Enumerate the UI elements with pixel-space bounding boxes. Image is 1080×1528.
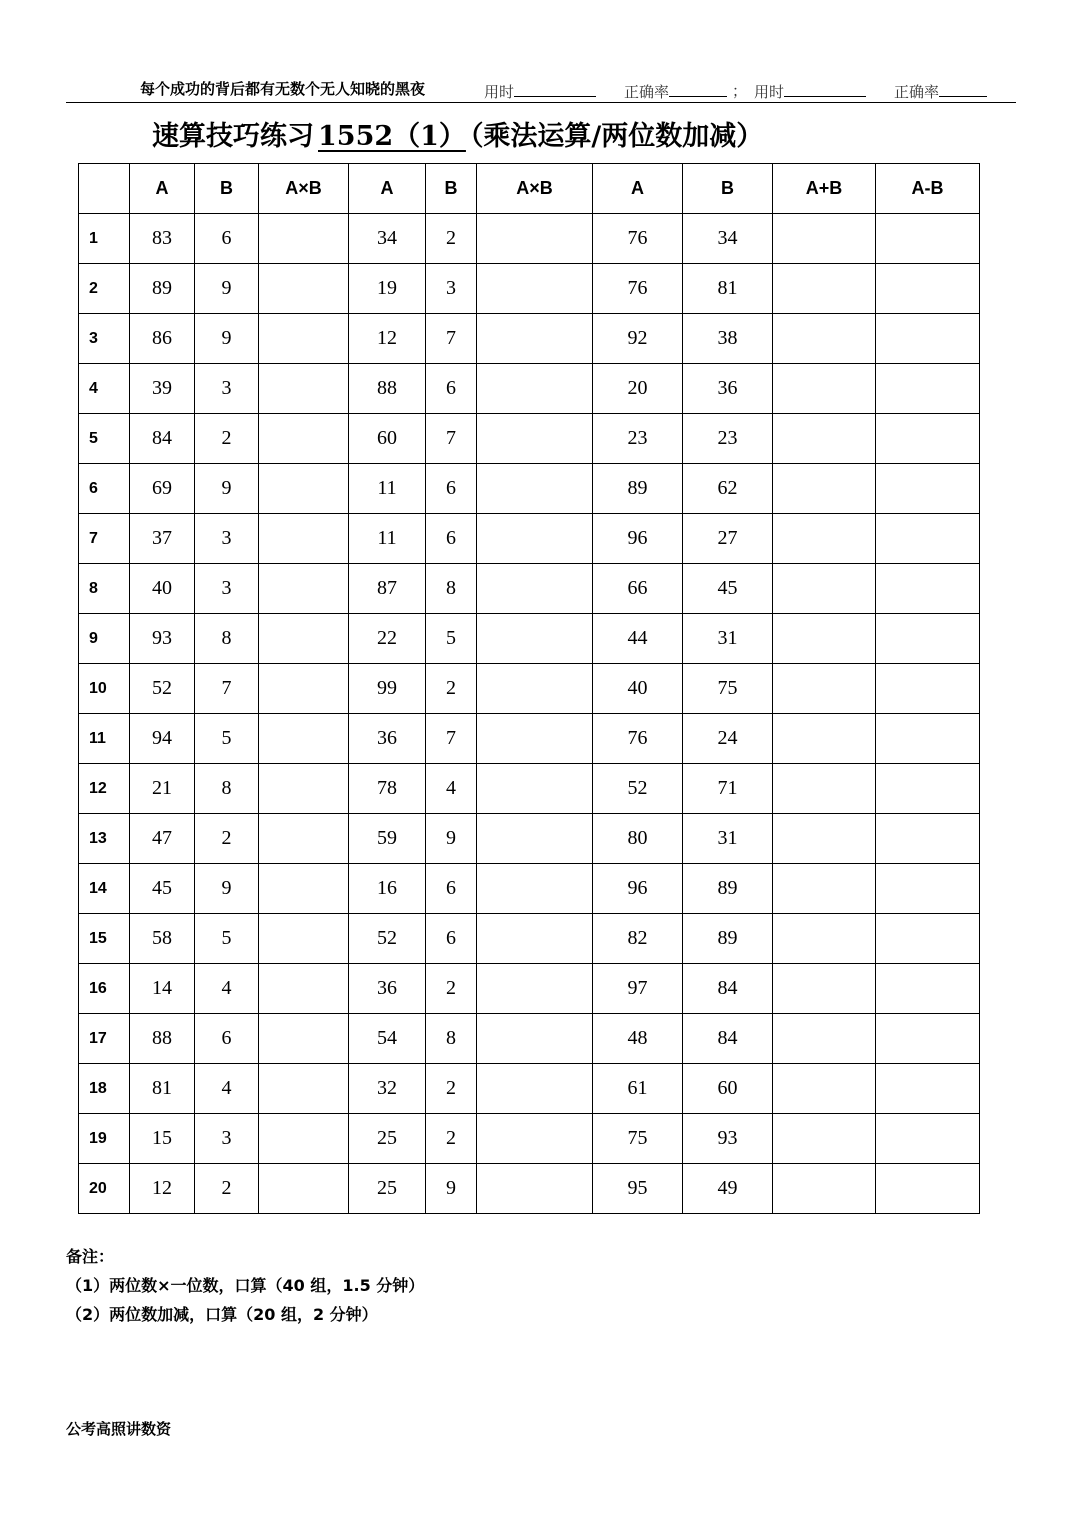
table-row (79, 964, 980, 1014)
answer-cell[interactable] (773, 864, 876, 914)
operand-cell: 60 (683, 1064, 773, 1114)
answer-cell[interactable] (773, 914, 876, 964)
accuracy-label-1: 正确率 (624, 83, 670, 101)
operand-cell: 88 (130, 1014, 195, 1064)
column-header: A+B (773, 164, 876, 214)
operand-cell: 4 (195, 964, 259, 1014)
answer-cell[interactable] (876, 664, 980, 714)
answer-cell[interactable] (773, 814, 876, 864)
table-header-row (79, 164, 980, 214)
operand-cell: 9 (426, 814, 477, 864)
answer-cell[interactable] (477, 1064, 593, 1114)
operand-cell: 9 (195, 864, 259, 914)
row-number: 19 (79, 1114, 130, 1164)
answer-cell[interactable] (773, 564, 876, 614)
answer-cell[interactable] (477, 264, 593, 314)
operand-cell: 59 (349, 814, 426, 864)
answer-cell[interactable] (477, 914, 593, 964)
operand-cell: 8 (426, 564, 477, 614)
row-number: 4 (79, 364, 130, 414)
operand-cell: 7 (426, 714, 477, 764)
operand-cell: 7 (195, 664, 259, 714)
header-separator: ； (732, 82, 748, 100)
operand-cell: 23 (683, 414, 773, 464)
row-number: 1 (79, 214, 130, 264)
operand-cell: 14 (130, 964, 195, 1014)
answer-cell[interactable] (773, 964, 876, 1014)
operand-cell: 4 (195, 1064, 259, 1114)
answer-cell[interactable] (773, 1164, 876, 1214)
answer-cell[interactable] (259, 514, 349, 564)
operand-cell: 93 (130, 614, 195, 664)
answer-cell[interactable] (477, 614, 593, 664)
header-motto: 每个成功的背后都有无数个无人知晓的黑夜 (140, 80, 426, 98)
answer-cell[interactable] (876, 414, 980, 464)
operand-cell: 95 (593, 1164, 683, 1214)
operand-cell: 47 (130, 814, 195, 864)
answer-cell[interactable] (259, 714, 349, 764)
table-row (79, 864, 980, 914)
operand-cell: 75 (593, 1114, 683, 1164)
answer-cell[interactable] (876, 1014, 980, 1064)
operand-cell: 89 (130, 264, 195, 314)
answer-cell[interactable] (259, 914, 349, 964)
operand-cell: 48 (593, 1014, 683, 1064)
answer-cell[interactable] (259, 564, 349, 614)
answer-cell[interactable] (773, 414, 876, 464)
answer-cell[interactable] (773, 364, 876, 414)
answer-cell[interactable] (477, 414, 593, 464)
answer-cell[interactable] (477, 1114, 593, 1164)
operand-cell: 54 (349, 1014, 426, 1064)
operand-cell: 84 (130, 414, 195, 464)
answer-cell[interactable] (773, 464, 876, 514)
answer-cell[interactable] (477, 764, 593, 814)
operand-cell: 66 (593, 564, 683, 614)
operand-cell: 11 (349, 464, 426, 514)
operand-cell: 8 (195, 614, 259, 664)
operand-cell: 69 (130, 464, 195, 514)
operand-cell: 31 (683, 614, 773, 664)
operand-cell: 2 (195, 414, 259, 464)
operand-cell: 34 (349, 214, 426, 264)
row-number: 15 (79, 914, 130, 964)
table-row (79, 664, 980, 714)
accuracy-field-2[interactable] (894, 80, 987, 102)
table-row (79, 914, 980, 964)
answer-cell[interactable] (876, 314, 980, 364)
operand-cell: 80 (593, 814, 683, 864)
operand-cell: 86 (130, 314, 195, 364)
answer-cell[interactable] (259, 964, 349, 1014)
operand-cell: 6 (426, 364, 477, 414)
operand-cell: 38 (683, 314, 773, 364)
operand-cell: 2 (426, 664, 477, 714)
operand-cell: 3 (195, 514, 259, 564)
answer-cell[interactable] (876, 514, 980, 564)
operand-cell: 6 (426, 914, 477, 964)
operand-cell: 9 (195, 464, 259, 514)
operand-cell: 92 (593, 314, 683, 364)
operand-cell: 19 (349, 264, 426, 314)
table-row (79, 714, 980, 764)
operand-cell: 94 (130, 714, 195, 764)
answer-cell[interactable] (876, 614, 980, 664)
operand-cell: 22 (349, 614, 426, 664)
answer-cell[interactable] (259, 1014, 349, 1064)
operand-cell: 7 (426, 414, 477, 464)
row-number: 17 (79, 1014, 130, 1064)
row-number: 6 (79, 464, 130, 514)
operand-cell: 11 (349, 514, 426, 564)
row-number: 7 (79, 514, 130, 564)
operand-cell: 12 (349, 314, 426, 364)
row-number: 9 (79, 614, 130, 664)
title-suffix: （乘法运算/两位数加减） (469, 121, 764, 152)
operand-cell: 8 (426, 1014, 477, 1064)
operand-cell: 6 (195, 1014, 259, 1064)
answer-cell[interactable] (876, 1114, 980, 1164)
operand-cell: 84 (683, 1014, 773, 1064)
accuracy-field-1[interactable] (624, 80, 727, 102)
answer-cell[interactable] (773, 1114, 876, 1164)
operand-cell: 45 (683, 564, 773, 614)
operand-cell: 3 (195, 564, 259, 614)
page-title (152, 114, 763, 153)
note-item-2: （2）两位数加减，口算（20 组，2 分钟） (66, 1305, 378, 1324)
answer-cell[interactable] (876, 1164, 980, 1214)
operand-cell: 32 (349, 1064, 426, 1114)
operand-cell: 44 (593, 614, 683, 664)
column-header: A×B (477, 164, 593, 214)
operand-cell: 76 (593, 714, 683, 764)
operand-cell: 39 (130, 364, 195, 414)
operand-cell: 2 (426, 1064, 477, 1114)
row-number: 20 (79, 1164, 130, 1214)
column-header: B (426, 164, 477, 214)
table-row (79, 614, 980, 664)
title-code: 1552（1） (318, 121, 466, 152)
operand-cell: 25 (349, 1114, 426, 1164)
answer-cell[interactable] (876, 1064, 980, 1114)
notes-section (66, 1242, 424, 1329)
answer-cell[interactable] (876, 214, 980, 264)
row-number: 5 (79, 414, 130, 464)
operand-cell: 8 (195, 764, 259, 814)
answer-cell[interactable] (259, 264, 349, 314)
operand-cell: 83 (130, 214, 195, 264)
table-row (79, 414, 980, 464)
operand-cell: 9 (195, 264, 259, 314)
operand-cell: 2 (195, 814, 259, 864)
operand-cell: 62 (683, 464, 773, 514)
operand-cell: 60 (349, 414, 426, 464)
table-row (79, 264, 980, 314)
table-row (79, 1114, 980, 1164)
row-number: 10 (79, 664, 130, 714)
operand-cell: 52 (130, 664, 195, 714)
operand-cell: 5 (195, 714, 259, 764)
operand-cell: 99 (349, 664, 426, 714)
operand-cell: 36 (683, 364, 773, 414)
row-number: 12 (79, 764, 130, 814)
row-number: 3 (79, 314, 130, 364)
answer-cell[interactable] (876, 864, 980, 914)
accuracy-blank-2[interactable] (939, 80, 987, 97)
operand-cell: 96 (593, 864, 683, 914)
answer-cell[interactable] (773, 214, 876, 264)
row-number: 14 (79, 864, 130, 914)
operand-cell: 27 (683, 514, 773, 564)
operand-cell: 4 (426, 764, 477, 814)
answer-cell[interactable] (477, 664, 593, 714)
table-row (79, 1064, 980, 1114)
table-row (79, 514, 980, 564)
table-row (79, 464, 980, 514)
column-header: A (349, 164, 426, 214)
operand-cell: 9 (426, 1164, 477, 1214)
operand-cell: 75 (683, 664, 773, 714)
answer-cell[interactable] (259, 1164, 349, 1214)
answer-cell[interactable] (876, 364, 980, 414)
answer-cell[interactable] (259, 1064, 349, 1114)
time-label-1: 用时 (484, 83, 515, 101)
time-label-2: 用时 (754, 83, 785, 101)
operand-cell: 81 (683, 264, 773, 314)
row-number: 11 (79, 714, 130, 764)
operand-cell: 52 (349, 914, 426, 964)
operand-cell: 71 (683, 764, 773, 814)
answer-cell[interactable] (259, 214, 349, 264)
time-field-2[interactable] (754, 80, 866, 102)
answer-cell[interactable] (477, 864, 593, 914)
operand-cell: 31 (683, 814, 773, 864)
operand-cell: 40 (130, 564, 195, 614)
operand-cell: 88 (349, 364, 426, 414)
row-number: 13 (79, 814, 130, 864)
answer-cell[interactable] (259, 664, 349, 714)
operand-cell: 96 (593, 514, 683, 564)
operand-cell: 2 (426, 1114, 477, 1164)
answer-cell[interactable] (773, 264, 876, 314)
answer-cell[interactable] (259, 314, 349, 364)
answer-cell[interactable] (773, 1064, 876, 1114)
answer-cell[interactable] (259, 414, 349, 464)
operand-cell: 21 (130, 764, 195, 814)
answer-cell[interactable] (876, 264, 980, 314)
answer-cell[interactable] (259, 464, 349, 514)
accuracy-blank-1[interactable] (669, 80, 727, 97)
operand-cell: 2 (195, 1164, 259, 1214)
answer-cell[interactable] (876, 464, 980, 514)
column-header (79, 164, 130, 214)
table-row (79, 814, 980, 864)
operand-cell: 15 (130, 1114, 195, 1164)
operand-cell: 76 (593, 264, 683, 314)
title-prefix: 速算技巧练习 (152, 121, 314, 152)
answer-cell[interactable] (477, 464, 593, 514)
answer-cell[interactable] (876, 914, 980, 964)
answer-cell[interactable] (477, 514, 593, 564)
column-header: B (195, 164, 259, 214)
operand-cell: 6 (426, 514, 477, 564)
answer-cell[interactable] (477, 564, 593, 614)
table-row (79, 1164, 980, 1214)
operand-cell: 58 (130, 914, 195, 964)
table-row (79, 564, 980, 614)
operand-cell: 93 (683, 1114, 773, 1164)
answer-cell[interactable] (477, 1014, 593, 1064)
operand-cell: 20 (593, 364, 683, 414)
accuracy-label-2: 正确率 (894, 83, 940, 101)
table-row (79, 764, 980, 814)
operand-cell: 36 (349, 964, 426, 1014)
operand-cell: 87 (349, 564, 426, 614)
operand-cell: 61 (593, 1064, 683, 1114)
column-header: B (683, 164, 773, 214)
answer-cell[interactable] (773, 714, 876, 764)
answer-cell[interactable] (876, 964, 980, 1014)
answer-cell[interactable] (477, 214, 593, 264)
answer-cell[interactable] (876, 564, 980, 614)
operand-cell: 82 (593, 914, 683, 964)
row-number: 18 (79, 1064, 130, 1114)
table-row (79, 214, 980, 264)
operand-cell: 9 (195, 314, 259, 364)
operand-cell: 52 (593, 764, 683, 814)
answer-cell[interactable] (477, 964, 593, 1014)
table-row (79, 364, 980, 414)
answer-cell[interactable] (773, 764, 876, 814)
row-number: 8 (79, 564, 130, 614)
footer-credit: 公考高照讲数资 (66, 1420, 172, 1438)
answer-cell[interactable] (876, 714, 980, 764)
operand-cell: 23 (593, 414, 683, 464)
answer-cell[interactable] (773, 1014, 876, 1064)
operand-cell: 34 (683, 214, 773, 264)
notes-label: 备注： (66, 1247, 115, 1266)
operand-cell: 78 (349, 764, 426, 814)
answer-cell[interactable] (477, 314, 593, 364)
operand-cell: 16 (349, 864, 426, 914)
operand-cell: 45 (130, 864, 195, 914)
column-header: A-B (876, 164, 980, 214)
answer-cell[interactable] (773, 514, 876, 564)
answer-cell[interactable] (876, 814, 980, 864)
column-header: A×B (259, 164, 349, 214)
operand-cell: 6 (426, 864, 477, 914)
time-blank-2[interactable] (784, 80, 866, 97)
time-blank-1[interactable] (514, 80, 596, 97)
answer-cell[interactable] (477, 814, 593, 864)
operand-cell: 76 (593, 214, 683, 264)
operand-cell: 5 (426, 614, 477, 664)
operand-cell: 3 (426, 264, 477, 314)
answer-cell[interactable] (773, 314, 876, 364)
operand-cell: 89 (593, 464, 683, 514)
answer-cell[interactable] (477, 364, 593, 414)
operand-cell: 3 (195, 1114, 259, 1164)
operand-cell: 37 (130, 514, 195, 564)
answer-cell[interactable] (259, 814, 349, 864)
row-number: 2 (79, 264, 130, 314)
practice-table (78, 163, 980, 1214)
operand-cell: 2 (426, 964, 477, 1014)
operand-cell: 5 (195, 914, 259, 964)
note-item-1: （1）两位数×一位数，口算（40 组，1.5 分钟） (66, 1276, 425, 1295)
row-number: 16 (79, 964, 130, 1014)
table-row (79, 1014, 980, 1064)
answer-cell[interactable] (259, 364, 349, 414)
operand-cell: 81 (130, 1064, 195, 1114)
operand-cell: 89 (683, 914, 773, 964)
column-header: A (593, 164, 683, 214)
column-header: A (130, 164, 195, 214)
operand-cell: 36 (349, 714, 426, 764)
operand-cell: 6 (195, 214, 259, 264)
operand-cell: 7 (426, 314, 477, 364)
operand-cell: 49 (683, 1164, 773, 1214)
operand-cell: 24 (683, 714, 773, 764)
operand-cell: 40 (593, 664, 683, 714)
operand-cell: 3 (195, 364, 259, 414)
operand-cell: 12 (130, 1164, 195, 1214)
answer-cell[interactable] (773, 664, 876, 714)
operand-cell: 2 (426, 214, 477, 264)
answer-cell[interactable] (876, 764, 980, 814)
answer-cell[interactable] (259, 764, 349, 814)
operand-cell: 84 (683, 964, 773, 1014)
answer-cell[interactable] (477, 1164, 593, 1214)
answer-cell[interactable] (259, 1114, 349, 1164)
answer-cell[interactable] (259, 614, 349, 664)
answer-cell[interactable] (259, 864, 349, 914)
answer-cell[interactable] (773, 614, 876, 664)
time-field-1[interactable] (484, 80, 596, 102)
operand-cell: 6 (426, 464, 477, 514)
operand-cell: 89 (683, 864, 773, 914)
answer-cell[interactable] (477, 714, 593, 764)
operand-cell: 97 (593, 964, 683, 1014)
table-row (79, 314, 980, 364)
operand-cell: 25 (349, 1164, 426, 1214)
